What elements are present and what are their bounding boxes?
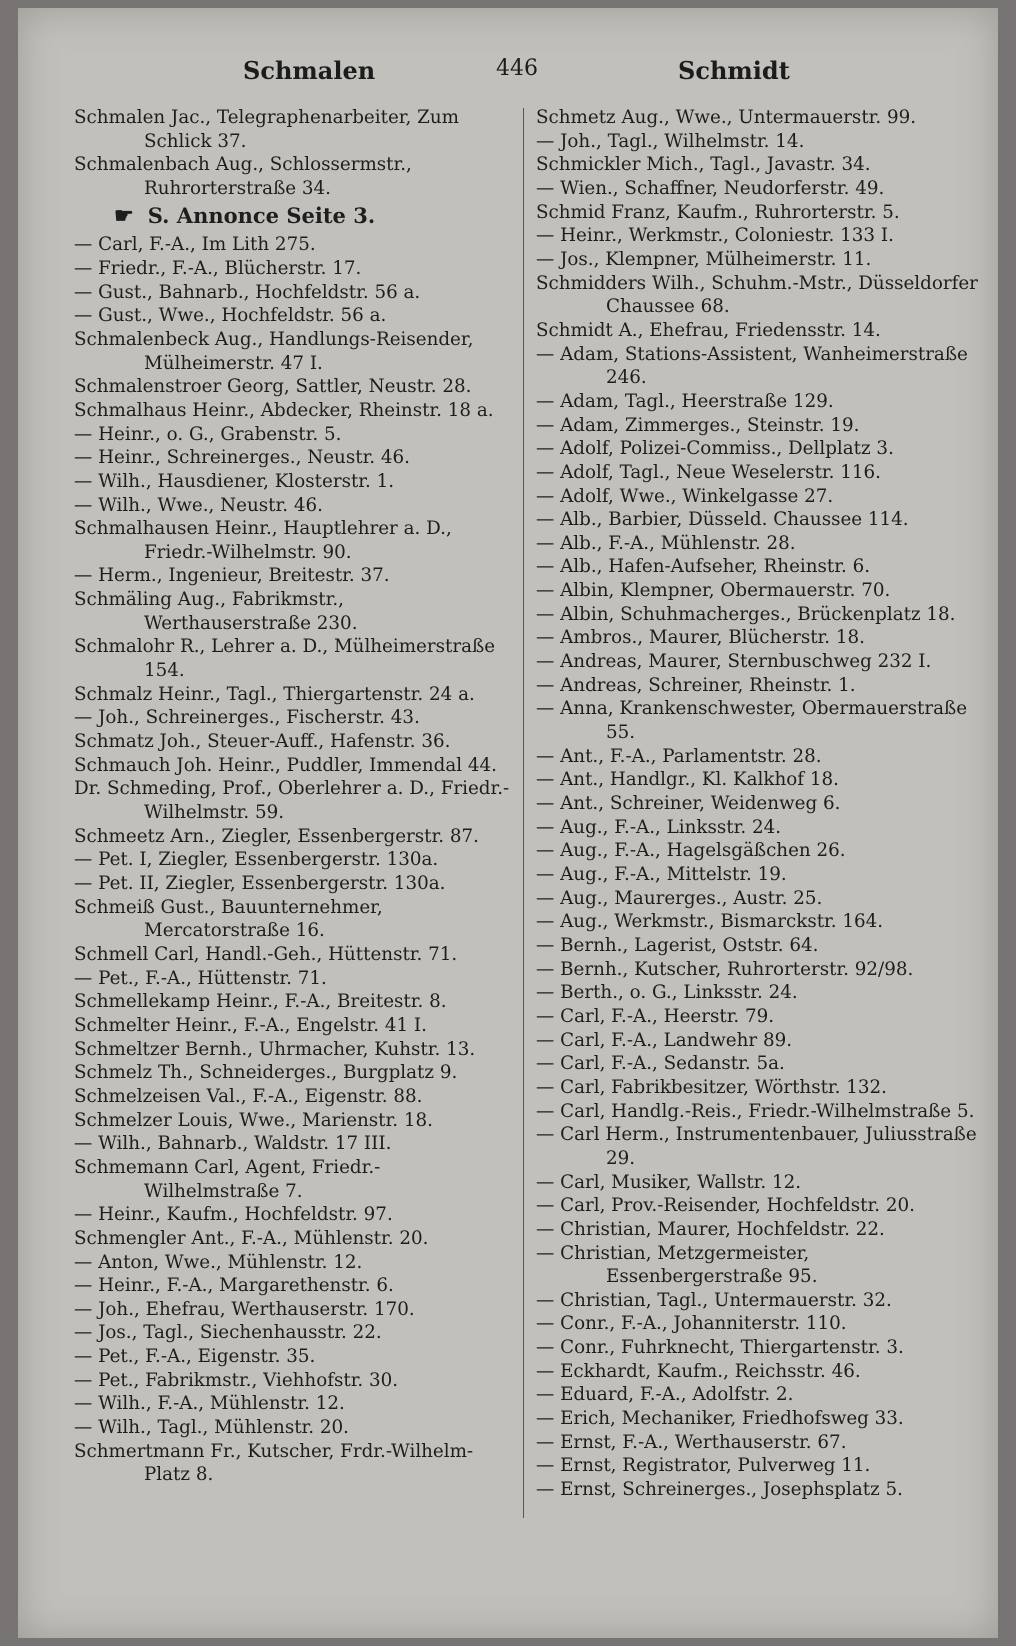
directory-entry: — Wilh., Tagl., Mühlenstr. 20. bbox=[74, 1417, 349, 1439]
annonce-text: S. Annonce Seite 3. bbox=[147, 202, 376, 228]
directory-entry: — Carl, F.-A., Sedanstr. 5a. bbox=[536, 1053, 785, 1075]
directory-entry: Schmelter Heinr., F.-A., Engelstr. 41 I. bbox=[74, 1014, 427, 1036]
directory-entry: Schmickler Mich., Tagl., Javastr. 34. bbox=[536, 154, 871, 176]
directory-entry: — Aug., F.-A., Hagelsgäßchen 26. bbox=[536, 840, 846, 862]
directory-entry: Schmalhaus Heinr., Abdecker, Rheinstr. 18 a. bbox=[74, 399, 494, 421]
directory-entry: — Andreas, Schreiner, Rheinstr. 1. bbox=[536, 674, 856, 696]
directory-entry: — Bernh., Lagerist, Oststr. 64. bbox=[536, 934, 819, 956]
directory-entry: — Ernst, F.-A., Werthauserstr. 67. bbox=[536, 1431, 847, 1453]
directory-entry: — Albin, Klempner, Obermauerstr. 70. bbox=[536, 580, 891, 602]
directory-entry: Schmalz Heinr., Tagl., Thiergartenstr. 24 a. bbox=[74, 683, 475, 705]
directory-entry: Schmidt A., Ehefrau, Friedensstr. 14. bbox=[536, 319, 881, 341]
directory-entry: Schmäling Aug., Fabrikmstr., Werthauserstraße 230. bbox=[74, 589, 358, 634]
directory-entry: — Jos., Tagl., Siechenhausstr. 22. bbox=[74, 1322, 382, 1344]
directory-entry: — Erich, Mechaniker, Friedhofsweg 33. bbox=[536, 1408, 904, 1430]
directory-entry: Schmelzer Louis, Wwe., Marienstr. 18. bbox=[74, 1109, 433, 1131]
directory-entry: — Carl, F.-A., Heerstr. 79. bbox=[536, 1005, 775, 1027]
directory-entry: — Gust., Bahnarb., Hochfeldstr. 56 a. bbox=[74, 281, 421, 303]
directory-entry: — Christian, Tagl., Untermauerstr. 32. bbox=[536, 1289, 892, 1311]
directory-entry: Schmell Carl, Handl.-Geh., Hüttenstr. 71. bbox=[74, 943, 458, 965]
directory-entry: — Carl, Fabrikbesitzer, Wörthstr. 132. bbox=[536, 1076, 887, 1098]
directory-entry: — Heinr., F.-A., Margarethenstr. 6. bbox=[74, 1275, 394, 1297]
directory-entry: Schmalenstroer Georg, Sattler, Neustr. 28. bbox=[74, 376, 472, 398]
header-right-keyword: Schmidt bbox=[678, 56, 790, 85]
directory-entry: — Heinr., Kaufm., Hochfeldstr. 97. bbox=[74, 1204, 393, 1226]
directory-entry: Schmid Franz, Kaufm., Ruhrorterstr. 5. bbox=[536, 201, 900, 223]
directory-entry: — Anna, Krankenschwester, Obermauerstraße 55. bbox=[536, 698, 968, 744]
directory-entry: — Wilh., F.-A., Mühlenstr. 12. bbox=[74, 1393, 345, 1415]
directory-entry: — Gust., Wwe., Hochfeldstr. 56 a. bbox=[74, 305, 387, 327]
header-left-keyword: Schmalen bbox=[243, 56, 376, 85]
column-divider bbox=[523, 108, 524, 1518]
directory-entry: — Carl, Prov.-Reisender, Hochfeldstr. 20. bbox=[536, 1195, 915, 1217]
directory-entry: — Carl, F.-A., Landwehr 89. bbox=[536, 1029, 793, 1051]
directory-entry: — Adolf, Tagl., Neue Weselerstr. 116. bbox=[536, 461, 881, 483]
directory-entry: — Joh., Schreinerges., Fischerstr. 43. bbox=[74, 707, 420, 729]
page-number: 446 bbox=[496, 56, 538, 81]
directory-entry: — Andreas, Maurer, Sternbuschweg 232 I. bbox=[536, 651, 932, 673]
directory-entry: — Friedr., F.-A., Blücherstr. 17. bbox=[74, 257, 362, 279]
directory-entry: — Pet. II, Ziegler, Essenbergerstr. 130a. bbox=[74, 873, 446, 894]
directory-entry: — Wilh., Bahnarb., Waldstr. 17 III. bbox=[74, 1133, 392, 1155]
directory-entry: Schmelz Th., Schneiderges., Burgplatz 9. bbox=[74, 1062, 458, 1084]
directory-entry: — Ambros., Maurer, Blücherstr. 18. bbox=[536, 627, 865, 649]
directory-entry: — Conr., F.-A., Johanniterstr. 110. bbox=[536, 1313, 847, 1335]
directory-entry: — Aug., F.-A., Mittelstr. 19. bbox=[536, 864, 787, 885]
directory-entry: Schmeltzer Bernh., Uhrmacher, Kuhstr. 13. bbox=[74, 1038, 476, 1060]
directory-entry: — Jos., Klempner, Mülheimerstr. 11. bbox=[536, 248, 872, 270]
directory-entry: Schmalenbach Aug., Schlossermstr., Ruhrorterstraße 34. bbox=[74, 154, 412, 199]
directory-entry: Schmalen Jac., Telegraphenarbeiter, Zum Schlick 37. bbox=[74, 107, 459, 152]
directory-entry: — Ant., F.-A., Parlamentstr. 28. bbox=[536, 745, 822, 767]
directory-entry: — Eduard, F.-A., Adolfstr. 2. bbox=[536, 1384, 794, 1406]
right-column bbox=[536, 106, 978, 1502]
directory-entry: — Joh., Ehefrau, Werthauserstr. 170. bbox=[74, 1298, 415, 1320]
directory-entry: — Carl, Handlg.-Reis., Friedr.-Wilhelmstraße 5. bbox=[536, 1100, 975, 1122]
directory-entry: — Carl Herm., Instrumentenbauer, Juliusstraße 29. bbox=[536, 1124, 977, 1169]
directory-entry: — Ant., Handlgr., Kl. Kalkhof 18. bbox=[536, 769, 839, 791]
directory-entry: — Pet., F.-A., Eigenstr. 35. bbox=[74, 1346, 316, 1368]
directory-entry: — Adam, Tagl., Heerstraße 129. bbox=[536, 390, 834, 412]
directory-entry: — Adolf, Polizei-Commiss., Dellplatz 3. bbox=[536, 438, 894, 460]
directory-entry: Schmeetz Arn., Ziegler, Essenbergerstr. 87. bbox=[74, 825, 479, 847]
directory-entry: — Ernst, Registrator, Pulverweg 11. bbox=[536, 1455, 871, 1477]
directory-entry: — Aug., Werkmstr., Bismarckstr. 164. bbox=[536, 911, 884, 933]
directory-entry: — Alb., Hafen-Aufseher, Rheinstr. 6. bbox=[536, 556, 871, 578]
directory-entry: — Ant., Schreiner, Weidenweg 6. bbox=[536, 793, 841, 815]
directory-entry: — Bernh., Kutscher, Ruhrorterstr. 92/98. bbox=[536, 958, 914, 980]
directory-entry: Schmeiß Gust., Bauunternehmer, Mercatorstraße 16. bbox=[74, 896, 383, 942]
directory-entry: — Adam, Stations-Assistent, Wanheimerstraße 246. bbox=[536, 343, 968, 389]
left-column bbox=[74, 106, 514, 1487]
directory-entry: Schmauch Joh. Heinr., Puddler, Immendal 44. bbox=[74, 754, 497, 776]
directory-entry: Schmelzeisen Val., F.-A., Eigenstr. 88. bbox=[74, 1085, 423, 1107]
directory-entry: Schmellekamp Heinr., F.-A., Breitestr. 8. bbox=[74, 991, 447, 1013]
directory-entry: — Heinr., Werkmstr., Coloniestr. 133 I. bbox=[536, 225, 894, 247]
directory-entry: — Anton, Wwe., Mühlenstr. 12. bbox=[74, 1251, 363, 1273]
directory-entry: — Ernst, Schreinerges., Josephsplatz 5. bbox=[536, 1479, 903, 1501]
directory-entry: Schmalhausen Heinr., Hauptlehrer a. D., Friedr.-Wilhelmstr. 90. bbox=[74, 518, 452, 563]
directory-entry: — Alb., Barbier, Düsseld. Chaussee 114. bbox=[536, 509, 909, 531]
directory-entry: — Adolf, Wwe., Winkelgasse 27. bbox=[536, 485, 834, 507]
directory-entry: — Christian, Metzgermeister, Essenbergerstraße 95. bbox=[536, 1242, 818, 1288]
directory-entry: — Carl, Musiker, Wallstr. 12. bbox=[536, 1171, 802, 1193]
directory-entry: — Pet. I, Ziegler, Essenbergerstr. 130a. bbox=[74, 849, 439, 871]
annonce-reference bbox=[74, 204, 514, 229]
directory-entry: Schmengler Ant., F.-A., Mühlenstr. 20. bbox=[74, 1227, 429, 1249]
directory-entry: Schmertmann Fr., Kutscher, Frdr.-Wilhelm-Platz 8. bbox=[74, 1440, 474, 1486]
directory-entry: — Wien., Schaffner, Neudorferstr. 49. bbox=[536, 177, 885, 199]
directory-entry: Schmatz Joh., Steuer-Auff., Hafenstr. 36. bbox=[74, 731, 451, 753]
directory-entry: — Adam, Zimmerges., Steinstr. 19. bbox=[536, 414, 860, 436]
directory-entry: — Albin, Schuhmacherges., Brückenplatz 18. bbox=[536, 603, 956, 625]
directory-entry: — Alb., F.-A., Mühlenstr. 28. bbox=[536, 532, 796, 554]
directory-entry: — Aug., Maurerges., Austr. 25. bbox=[536, 887, 823, 909]
directory-entry: — Christian, Maurer, Hochfeldstr. 22. bbox=[536, 1218, 885, 1240]
page-header bbox=[18, 56, 998, 86]
directory-entry: Schmidders Wilh., Schuhm.-Mstr., Düsseldorfer Chaussee 68. bbox=[536, 272, 978, 318]
directory-entry: — Conr., Fuhrknecht, Thiergartenstr. 3. bbox=[536, 1337, 904, 1359]
pointing-hand-icon: ☛ bbox=[114, 202, 134, 229]
directory-page bbox=[18, 8, 998, 1638]
directory-entry: Schmemann Carl, Agent, Friedr.-Wilhelmstraße 7. bbox=[74, 1156, 381, 1202]
directory-entry: Schmalohr R., Lehrer a. D., Mülheimerstraße 154. bbox=[74, 636, 496, 682]
directory-entry: Schmetz Aug., Wwe., Untermauerstr. 99. bbox=[536, 107, 917, 128]
directory-entry: — Eckhardt, Kaufm., Reichsstr. 46. bbox=[536, 1360, 861, 1382]
directory-entry: — Heinr., Schreinerges., Neustr. 46. bbox=[74, 447, 410, 469]
directory-entry: — Aug., F.-A., Linksstr. 24. bbox=[536, 816, 782, 838]
directory-entry: — Berth., o. G., Linksstr. 24. bbox=[536, 982, 798, 1004]
directory-entry: — Carl, F.-A., Im Lith 275. bbox=[74, 234, 316, 256]
directory-entry: — Pet., Fabrikmstr., Viehhofstr. 30. bbox=[74, 1369, 399, 1391]
directory-entry: — Herm., Ingenieur, Breitestr. 37. bbox=[74, 565, 390, 587]
directory-entry: Dr. Schmeding, Prof., Oberlehrer a. D., Friedr.-Wilhelmstr. 59. bbox=[74, 778, 510, 824]
directory-entry: — Pet., F.-A., Hüttenstr. 71. bbox=[74, 967, 327, 989]
directory-entry: — Joh., Tagl., Wilhelmstr. 14. bbox=[536, 130, 805, 152]
directory-entry: — Heinr., o. G., Grabenstr. 5. bbox=[74, 423, 342, 445]
directory-entry: — Wilh., Wwe., Neustr. 46. bbox=[74, 494, 323, 516]
directory-entry: Schmalenbeck Aug., Handlungs-Reisender, Mülheimerstr. 47 I. bbox=[74, 328, 474, 374]
directory-entry: — Wilh., Hausdiener, Klosterstr. 1. bbox=[74, 470, 395, 492]
